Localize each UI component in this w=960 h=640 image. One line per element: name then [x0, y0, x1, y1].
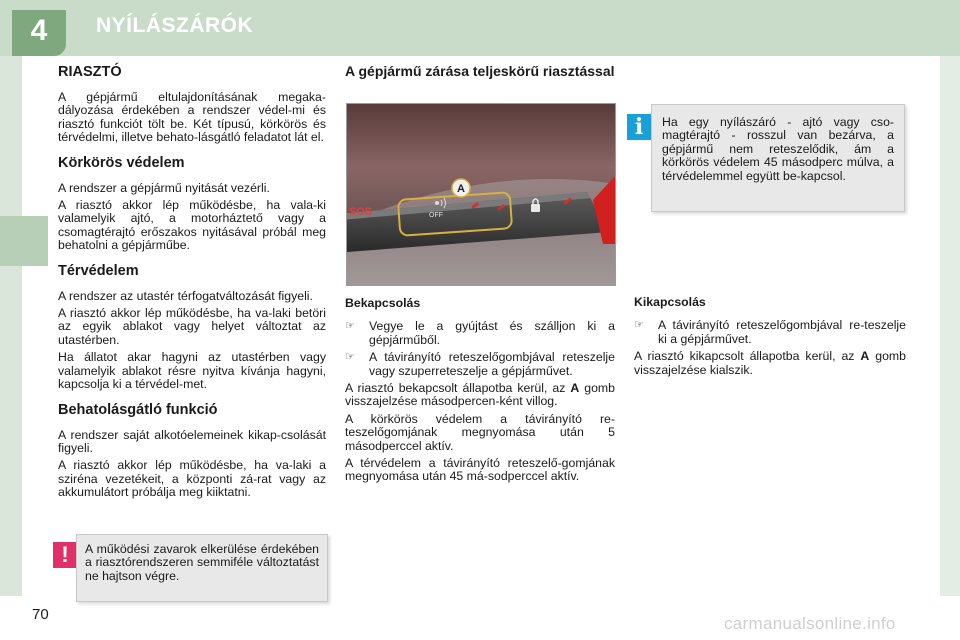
left-margin-strip	[0, 56, 22, 216]
info-icon: i	[627, 114, 651, 140]
middle-column-body	[345, 297, 615, 488]
middle-column-title-block	[345, 58, 615, 79]
warning-note	[76, 534, 328, 602]
paragraph: A rendszer saját alkotóelemeinek kikap-csolását figyeli.	[58, 427, 326, 455]
section-title-full-alarm-locking: A gépjármű zárása teljeskörű riasztással	[345, 63, 615, 79]
paragraph: A körkörös védelem a távirányító re-teszelőgomjának megnyomása után 5 másodperccel aktív.	[345, 411, 615, 453]
paragraph: A riasztó kikapcsolt állapotba kerül, az A gomb visszajelzése kialszik.	[634, 349, 906, 377]
list-item	[345, 351, 615, 378]
right-column-body	[634, 296, 906, 381]
button-a-reference: A	[570, 381, 580, 396]
info-note-text: Ha egy nyílászáró - ajtó vagy cso-magtérajtó - rosszul van bezárva, a gépjármű nem reteszelődik, ám a körkörös védelem 45 másodperc múlva, a térvédelemmel együtt be-kapcsol.	[662, 115, 894, 183]
paragraph: A riasztó bekapcsolt állapotba kerül, az A gomb visszajelzése másodpercen-ként villog.	[345, 381, 615, 409]
paragraph: A riasztó akkor lép működésbe, ha va-laki a sziréna vezetékeit, a központi zá-rat vagy az akkumulátort próbálja meg kiiktatni.	[58, 458, 326, 500]
warning-icon: !	[53, 542, 77, 568]
photo-label-off: OFF	[429, 212, 443, 219]
paragraph: A riasztó akkor lép működésbe, ha va-laki betöri az egyik ablakot vagy helyet változtat az utastérben.	[58, 306, 326, 347]
section-title-alarm: RIASZTÓ	[58, 64, 122, 80]
paragraph: A térvédelem a távirányító reteszelő-gomjának megnyomása után 45 má-sodperccel aktív.	[345, 456, 615, 484]
chapter-side-tab	[0, 216, 48, 266]
callout-a-label: A	[457, 183, 465, 195]
list-item	[345, 320, 615, 347]
paragraph: A riasztó akkor lép működésbe, ha vala-ki valamelyik ajtó, a motorháztető vagy a csomagtérajtó erőszakos nyitásával próbál meg behatolni a gépjárműbe.	[58, 198, 326, 253]
watermark: carmanualsonline.info	[724, 614, 896, 633]
paragraph: Ha állatot akar hagyni az utastérben vagy valamelyik ablakot résre nyitva kívánja hagyni, kapcsolja ki a térvédel-met.	[58, 350, 326, 392]
paragraph: A gépjármű eltulajdonításának megaka-dályozása érdekében a rendszer védel-mi és riasztó funkciót tölt be. Két típusú, körkörös és térvédelmi, illetve behato-lásgátló feladatot lát el.	[58, 90, 326, 145]
pointing-hand-icon: ☞	[345, 320, 355, 333]
paragraph: A rendszer az utastér térfogatváltozását figyeli.	[58, 288, 313, 303]
chapter-number: 4	[30, 14, 48, 47]
list-item-text: A távirányító reteszelőgombjával reteszelje vagy szuperreteszelje a gépjárművet.	[369, 350, 615, 378]
pointing-hand-icon: ☞	[634, 319, 644, 332]
subtitle-deactivation: Kikapcsolás	[634, 295, 706, 309]
button-a-reference: A	[860, 349, 870, 364]
alarm-switch-photo	[346, 103, 616, 286]
info-note	[651, 104, 905, 212]
page-number: 70	[32, 606, 49, 623]
section-title-volumetric: Térvédelem	[58, 262, 139, 279]
section-title-anti-tamper: Behatolásgátló funkció	[58, 401, 218, 418]
list-item	[634, 319, 906, 346]
paragraph: A rendszer a gépjármű nyitását vezérli.	[58, 180, 270, 195]
left-margin-strip-lower	[0, 266, 22, 596]
subtitle-activation: Bekapcsolás	[345, 296, 421, 310]
pointing-hand-icon: ☞	[345, 351, 355, 364]
photo-label-sos: SOS	[349, 206, 373, 218]
page-title: NYÍLÁSZÁRÓK	[96, 14, 254, 37]
list-item-text: A távirányító reteszelőgombjával re-teszelje ki a gépjárművet.	[658, 318, 906, 346]
section-title-perimeter: Körkörös védelem	[58, 154, 185, 171]
list-item-text: Vegye le a gyújtást és szálljon ki a gépjárműből.	[369, 319, 615, 347]
right-margin-strip	[940, 56, 960, 596]
warning-note-text: A működési zavarok elkerülése érdekében a riasztórendszeren semmiféle változtatást ne hajtson végre.	[85, 542, 319, 583]
left-column	[58, 58, 326, 504]
alarm-switch-illustration	[347, 104, 616, 286]
